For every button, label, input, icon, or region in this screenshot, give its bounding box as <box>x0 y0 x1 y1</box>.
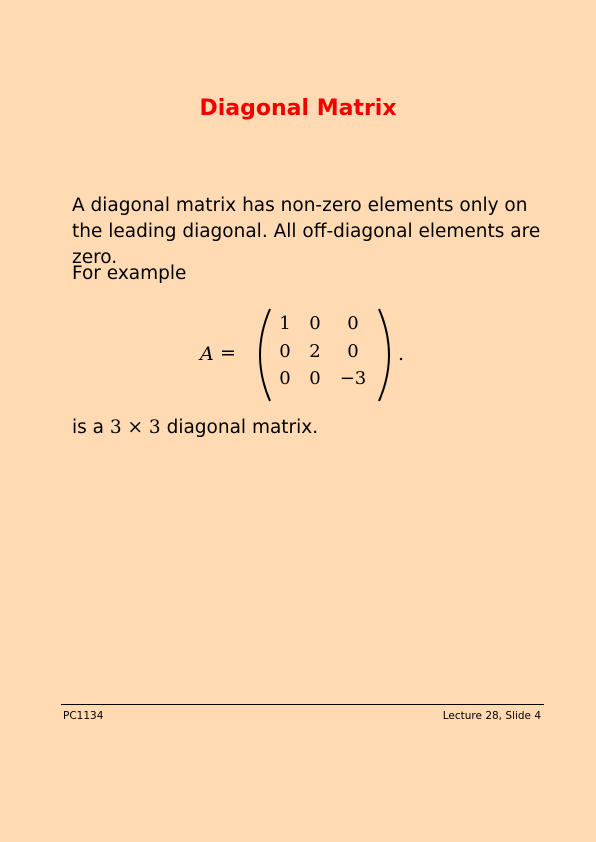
matrix-cell-r3c3: −3 <box>339 368 367 389</box>
course-code: PC1134 <box>63 710 104 722</box>
definition-paragraph: A diagonal matrix has non-zero elements only on the leading diagonal. All off-diagonal elements are zero. <box>72 195 541 268</box>
dimension-math: 3 × 3 <box>109 417 161 438</box>
matrix-cell-r3c1: 0 <box>279 368 291 389</box>
matrix-symbol: A <box>200 343 214 365</box>
slide-title: Diagonal Matrix <box>199 96 397 121</box>
conclusion-paragraph <box>72 415 542 441</box>
matrix-cell-r2c3: 0 <box>347 341 359 362</box>
conclusion-suffix: diagonal matrix. <box>160 417 319 438</box>
example-intro: For example <box>72 263 187 284</box>
matrix-cell-r2c1: 0 <box>279 341 291 362</box>
matrix-cell-r2c2: 2 <box>309 341 321 362</box>
matrix-equation <box>0 305 596 405</box>
matrix-cell-r1c3: 0 <box>347 313 359 334</box>
equals-sign: = <box>220 342 236 364</box>
matrix-cell-r1c2: 0 <box>309 313 321 334</box>
matrix-cell-r1c1: 1 <box>279 313 291 334</box>
conclusion-prefix: is a <box>72 417 110 438</box>
footer-divider <box>61 704 544 705</box>
matrix-cell-r3c2: 0 <box>309 368 321 389</box>
equation-period: . <box>398 343 405 365</box>
slide-reference: Lecture 28, Slide 4 <box>442 710 541 722</box>
